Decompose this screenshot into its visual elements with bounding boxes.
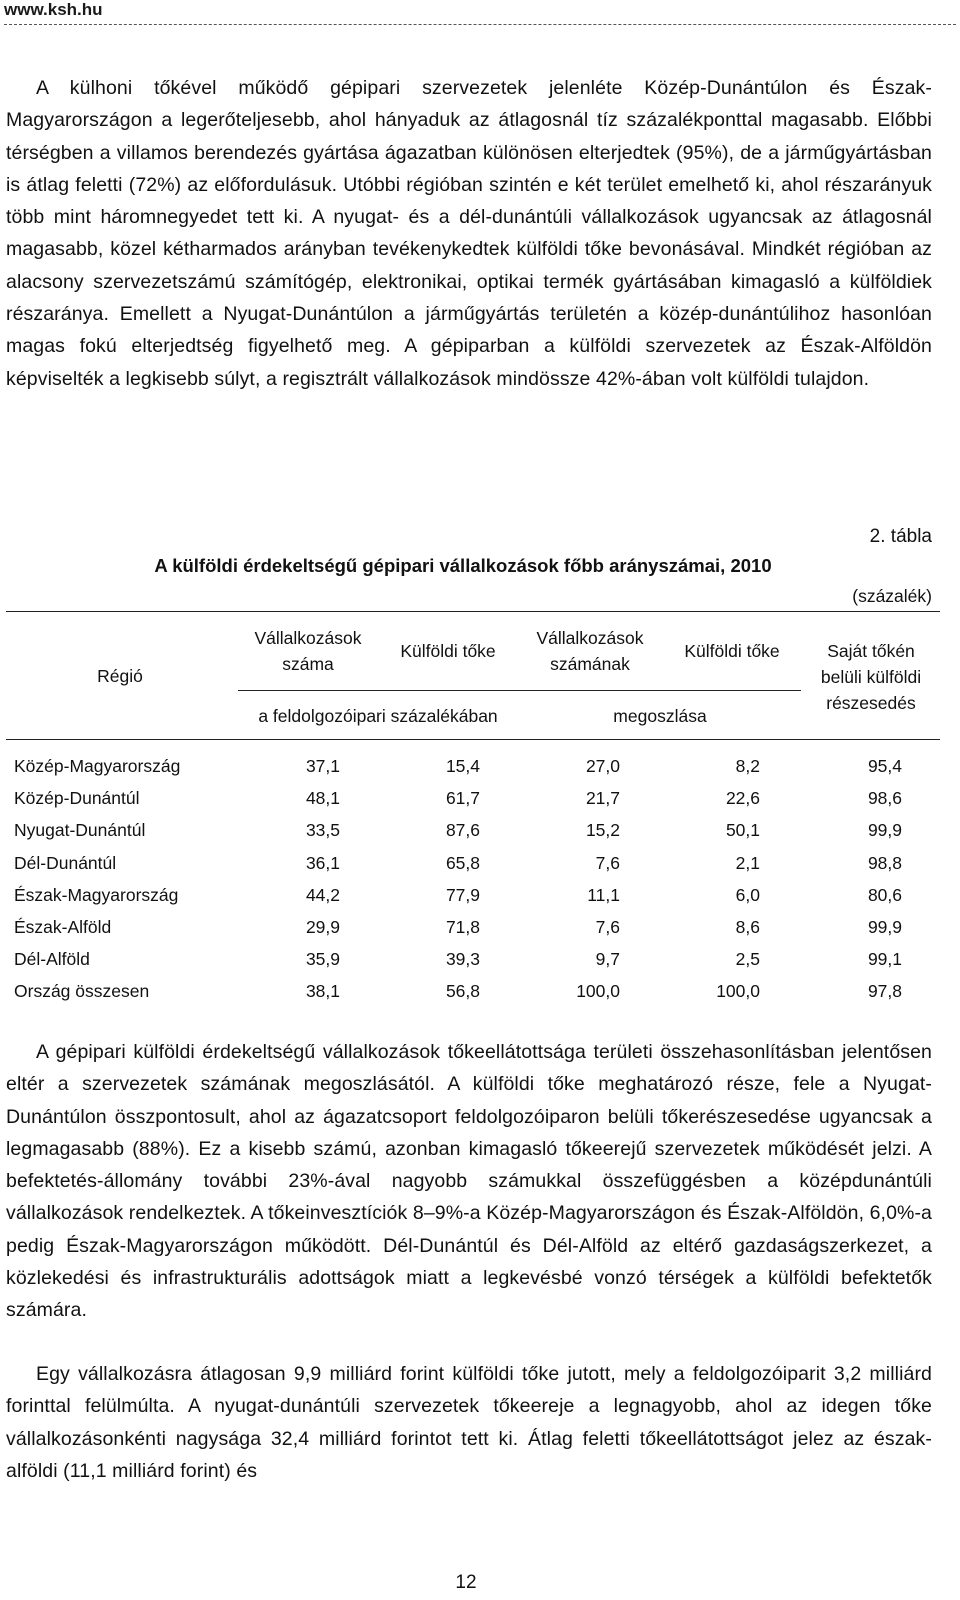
body-paragraph-1: A külhoni tőkével működő gépipari szervezetek jelenléte Közép-Dunántúlon és Észak-Magyarországon a legerőteljesebb, ahol hányaduk az átlagosnál tíz százalékponttal magasabb. Előbbi térségben a villamos berendezés gyártása ágazatban különösen elterjedtek (95%), de a járműgyártásban is átlag feletti (72%) az előfordulásuk. Utóbbi régióban szintén e két terület emelhető ki, ahol részarányuk több mint háromnegyedet tett ki. A nyugat- és a dél-dunántúli vállalkozások ugyancsak az átlagosnál magasabb, közel kétharmados arányban tevékenykedtek külföldi tőke bevonásával. Mindkét régióban az alacsony szervezetszámú számítógép, elektronikai, optikai termék gyártásában kimagasló a külföldiek részaránya. Emellett a Nyugat-Dunántúlon a járműgyártás területén a közép-dunántúlihoz hasonlóan magas fokú elterjedtség figyelhető meg. A gépiparban a külföldi szervezetek az Észak-Alföldön képviselték a legkisebb súlyt, a regisztrált vállalkozások mindössze 42%-ában volt külföldi tulajdon. <box>6 77 932 390</box>
table-cell: 98,6 <box>867 788 902 809</box>
table-cell: 7,6 <box>595 852 620 873</box>
table-row <box>6 945 940 977</box>
table-cell: 77,9 <box>445 884 480 905</box>
table-cell-region: Közép-Dunántúl <box>14 788 140 809</box>
table-header-foreign-capital-share: Külföldi tőke <box>684 641 780 661</box>
table-cell: 56,8 <box>445 981 480 1002</box>
table-cell: 95,4 <box>867 756 902 776</box>
table-cell-region: Dél-Dunántúl <box>14 852 117 873</box>
table-body <box>6 752 940 1010</box>
table-cell: 100,0 <box>576 981 620 1002</box>
table-cell: 48,1 <box>305 788 340 809</box>
table-cell-region: Dél-Alföld <box>14 949 90 970</box>
page-number: 12 <box>455 1572 477 1593</box>
table-header-subrule <box>238 690 801 691</box>
table-cell: 97,8 <box>867 981 902 1002</box>
site-url-link[interactable]: www.ksh.hu <box>4 0 103 19</box>
table-cell: 65,8 <box>445 852 480 873</box>
table-subheader-distribution: megoszlása <box>613 706 707 726</box>
table-cell: 99,9 <box>867 916 902 937</box>
table-cell: 71,8 <box>445 916 480 937</box>
table-cell: 61,7 <box>445 788 480 809</box>
table-cell: 7,6 <box>595 916 620 937</box>
table-cell: 98,8 <box>867 852 902 873</box>
table-cell: 37,1 <box>305 756 340 776</box>
table-header-enterprise-share: Vállalkozások számának <box>536 628 644 674</box>
table-cell-region: Észak-Alföld <box>14 916 112 937</box>
table-cell: 99,9 <box>867 820 902 841</box>
table-cell-region: Észak-Magyarország <box>14 884 179 905</box>
table-cell: 87,6 <box>445 820 480 841</box>
table-cell: 33,5 <box>305 820 340 841</box>
table-title: A külföldi érdekeltségű gépipari vállalkozások főbb arányszámai, 2010 <box>154 555 772 576</box>
table-cell: 27,0 <box>585 756 620 776</box>
header-divider <box>4 24 956 26</box>
table-row <box>6 913 940 945</box>
table-cell: 22,6 <box>725 788 760 809</box>
table-row <box>6 784 940 816</box>
table-cell: 15,4 <box>445 756 480 776</box>
table-row-total <box>6 977 940 1009</box>
table-cell: 21,7 <box>585 788 620 809</box>
table-header-bottom-rule <box>6 739 940 740</box>
body-paragraph-3: Egy vállalkozásra átlagosan 9,9 milliárd forint külföldi tőke jutott, mely a feldolgozóiparit 3,2 milliárd forinttal felülmúlta. A nyugat-dunántúli szervezetek tőkeereje a legnagyobb, ahol az idegen tőke vállalkozásonkénti nagysága 32,4 milliárd forintot tett ki. Átlag feletti tőkeellátottságot jelez az észak-alföldi (11,1 milliárd forint) és <box>6 1363 932 1482</box>
table-cell-region: Közép-Magyarország <box>14 756 181 776</box>
table-cell: 2,1 <box>735 852 760 873</box>
table-cell: 29,9 <box>305 916 340 937</box>
table-cell: 11,1 <box>587 884 620 905</box>
table-cell: 99,1 <box>867 949 902 970</box>
table-header-foreign-share-in-equity: Saját tőkén belüli külföldi részesedés <box>820 641 922 713</box>
table-cell: 6,0 <box>735 884 760 905</box>
table-cell: 50,1 <box>725 820 760 841</box>
table-row <box>6 816 940 848</box>
table-cell: 80,6 <box>867 884 902 905</box>
table-row <box>6 752 940 784</box>
table-header-region: Régió <box>97 666 143 686</box>
table-cell: 44,2 <box>305 884 340 905</box>
table-cell: 39,3 <box>445 949 480 970</box>
table-cell: 100,0 <box>716 981 760 1002</box>
table-cell-region: Ország összesen <box>14 981 150 1002</box>
table-cell: 15,2 <box>585 820 620 841</box>
table-row <box>6 849 940 881</box>
table-cell-region: Nyugat-Dunántúl <box>14 820 146 841</box>
table-header-foreign-capital: Külföldi tőke <box>400 641 496 661</box>
body-paragraph-2: A gépipari külföldi érdekeltségű vállalkozások tőkeellátottsága területi összehasonlításban jelentősen eltér a szervezetek számának megoszlásától. A külföldi tőke meghatározó része, fele a Nyugat-Dunántúlon összpontosult, ahol az ágazatcsoport feldolgozóiparon belüli tőkerészesedése ugyancsak a legmagasabb (88%). Ez a kisebb számú, azonban kimagasló tőkeerejű szervezetek működését jelzi. A befektetés-állomány további 23%-ával nagyobb számukkal összefüggésben a középdunántúli vállalkozások rendelkeztek. A tőkeinvesztíciók 8–9%-a Közép-Magyarországon és Észak-Alföldön, 6,0%-a pedig Észak-Magyarországon működött. Dél-Dunántúl és Dél-Alföld az eltérő gazdaságszerkezet, a közlekedési és infrastrukturális adottságok miatt a legkevésbé vonzó térségek a külföldi befektetők számára. <box>6 1041 932 1322</box>
table-cell: 2,5 <box>735 949 760 970</box>
table-cell: 9,7 <box>595 949 620 970</box>
table-cell: 36,1 <box>305 852 340 873</box>
table-cell: 38,1 <box>305 981 340 1002</box>
table-row <box>6 881 940 913</box>
table-number: 2. tábla <box>869 526 932 547</box>
table-cell: 8,2 <box>735 756 760 776</box>
table-unit: (százalék) <box>852 586 932 606</box>
table-subheader-manufacturing-percent: a feldolgozóipari százalékában <box>258 706 498 726</box>
table-top-rule <box>6 611 940 612</box>
table-header-enterprise-count: Vállalkozások száma <box>254 628 362 674</box>
table-cell: 35,9 <box>305 949 340 970</box>
table-cell: 8,6 <box>735 916 760 937</box>
